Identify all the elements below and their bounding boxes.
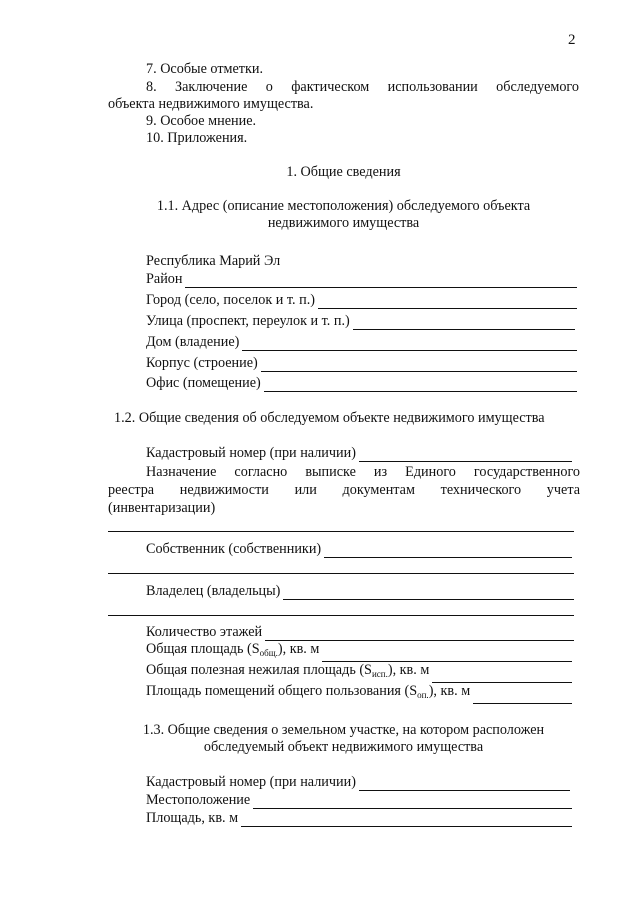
land-cadastral-label: Кадастровый номер (при наличии) xyxy=(146,774,356,790)
object-cadastral-field[interactable] xyxy=(146,444,572,462)
owner-input-line[interactable] xyxy=(324,543,572,558)
floors-field[interactable] xyxy=(146,623,574,641)
city-input-line[interactable] xyxy=(318,294,577,309)
office-input-line[interactable] xyxy=(264,377,577,392)
common-area-field[interactable] xyxy=(146,683,572,704)
district-label: Район xyxy=(146,271,183,287)
building-input-line[interactable] xyxy=(261,357,577,372)
list-item-8-line1: 8. Заключение о фактическом использовании обследуемого xyxy=(146,79,579,95)
list-item-8-line2: объекта недвижимого имущества. xyxy=(108,96,314,112)
section-1-title: 1. Общие сведения xyxy=(286,164,401,180)
total-area-label: Общая площадь $(S_{общ.})$, кв. м xyxy=(146,641,320,658)
owner-extra-line[interactable] xyxy=(108,573,574,574)
owner-field[interactable] xyxy=(146,540,572,558)
holder-input-line[interactable] xyxy=(283,585,574,600)
total-area-field[interactable] xyxy=(146,641,572,662)
holder-extra-line[interactable] xyxy=(108,615,574,616)
page-number: 2 xyxy=(568,32,576,48)
useful-area-label: Общая полезная нежилая площадь $(S_{исп.})$, кв. м xyxy=(146,662,430,679)
total-area-input-line[interactable] xyxy=(322,647,572,662)
floors-label: Количество этажей xyxy=(146,624,263,640)
street-input-line[interactable] xyxy=(353,315,575,330)
land-cadastral-field[interactable] xyxy=(146,773,570,791)
street-field[interactable] xyxy=(146,312,575,330)
city-field[interactable] xyxy=(146,291,577,309)
house-input-line[interactable] xyxy=(242,336,577,351)
object-cadastral-input-line[interactable] xyxy=(359,447,572,462)
land-area-field[interactable] xyxy=(146,809,572,827)
district-field[interactable] xyxy=(146,270,577,288)
land-area-input-line[interactable] xyxy=(241,812,572,827)
purpose-line2: реестра недвижимости или документам технического учета xyxy=(108,482,580,498)
building-label: Корпус (строение) xyxy=(146,355,258,371)
object-cadastral-label: Кадастровый номер (при наличии) xyxy=(146,445,356,461)
useful-area-input-line[interactable] xyxy=(432,668,572,683)
section-1-3-title-line2: обследуемый объект недвижимого имущества xyxy=(203,739,484,755)
building-field[interactable] xyxy=(146,354,577,372)
common-area-label: Площадь помещений общего пользования $(S_{оп.})$, кв. м xyxy=(146,683,471,700)
holder-label: Владелец (владельцы) xyxy=(146,583,281,599)
land-location-input-line[interactable] xyxy=(253,794,572,809)
district-input-line[interactable] xyxy=(185,273,577,288)
list-item-9: 9. Особое мнение. xyxy=(146,113,257,129)
list-item-10: 10. Приложения. xyxy=(146,130,248,146)
office-label: Офис (помещение) xyxy=(146,375,261,391)
owner-label: Собственник (собственники) xyxy=(146,541,322,557)
floors-input-line[interactable] xyxy=(265,626,574,641)
street-label: Улица (проспект, переулок и т. п.) xyxy=(146,313,350,329)
purpose-line3: (инвентаризации) xyxy=(108,500,216,516)
section-1-2-title: 1.2. Общие сведения об обследуемом объекте недвижимого имущества xyxy=(114,410,545,426)
land-area-label: Площадь, кв. м xyxy=(146,810,239,826)
house-label: Дом (владение) xyxy=(146,334,240,350)
house-field[interactable] xyxy=(146,333,577,351)
list-item-7: 7. Особые отметки. xyxy=(146,61,264,77)
purpose-input-line[interactable] xyxy=(108,531,574,532)
city-label: Город (село, поселок и т. п.) xyxy=(146,292,316,308)
section-1-1-title-line2: недвижимого имущества xyxy=(267,215,420,231)
purpose-line1: Назначение согласно выписке из Единого государственного xyxy=(146,464,580,480)
section-1-3-title-line1: 1.3. Общие сведения о земельном участке, на котором расположен xyxy=(142,722,545,738)
section-1-1-title-line1: 1.1. Адрес (описание местоположения) обследуемого объекта xyxy=(156,198,531,214)
land-cadastral-input-line[interactable] xyxy=(359,776,570,791)
office-field[interactable] xyxy=(146,374,577,392)
common-area-input-line[interactable] xyxy=(473,689,572,704)
republic-label: Республика Марий Эл xyxy=(146,253,281,269)
land-location-label: Местоположение xyxy=(146,792,251,808)
holder-field[interactable] xyxy=(146,582,574,600)
useful-area-field[interactable] xyxy=(146,662,572,683)
land-location-field[interactable] xyxy=(146,791,572,809)
